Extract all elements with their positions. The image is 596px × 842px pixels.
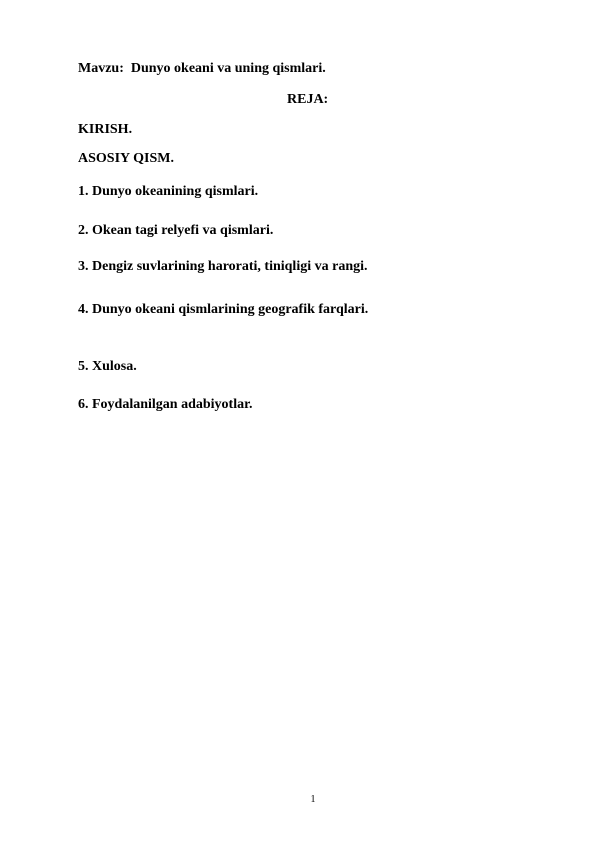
- page-number: 1: [310, 794, 316, 805]
- plan-item: 5. Xulosa.: [78, 359, 137, 374]
- main-part-heading: ASOSIY QISM.: [78, 151, 174, 166]
- intro-heading: KIRISH.: [78, 122, 133, 137]
- topic-line: Mavzu: Dunyo okeani va uning qismlari.: [78, 61, 326, 76]
- plan-item: 1. Dunyo okeanining qismlari.: [78, 184, 259, 199]
- plan-item: 3. Dengiz suvlarining harorati, tiniqligi va rangi.: [78, 259, 368, 274]
- plan-item: 4. Dunyo okeani qismlarining geografik farqlari.: [78, 302, 369, 317]
- plan-item: 2. Okean tagi relyefi va qismlari.: [78, 223, 274, 238]
- plan-item: 6. Foydalanilgan adabiyotlar.: [78, 397, 253, 412]
- plan-heading: REJA:: [287, 92, 329, 107]
